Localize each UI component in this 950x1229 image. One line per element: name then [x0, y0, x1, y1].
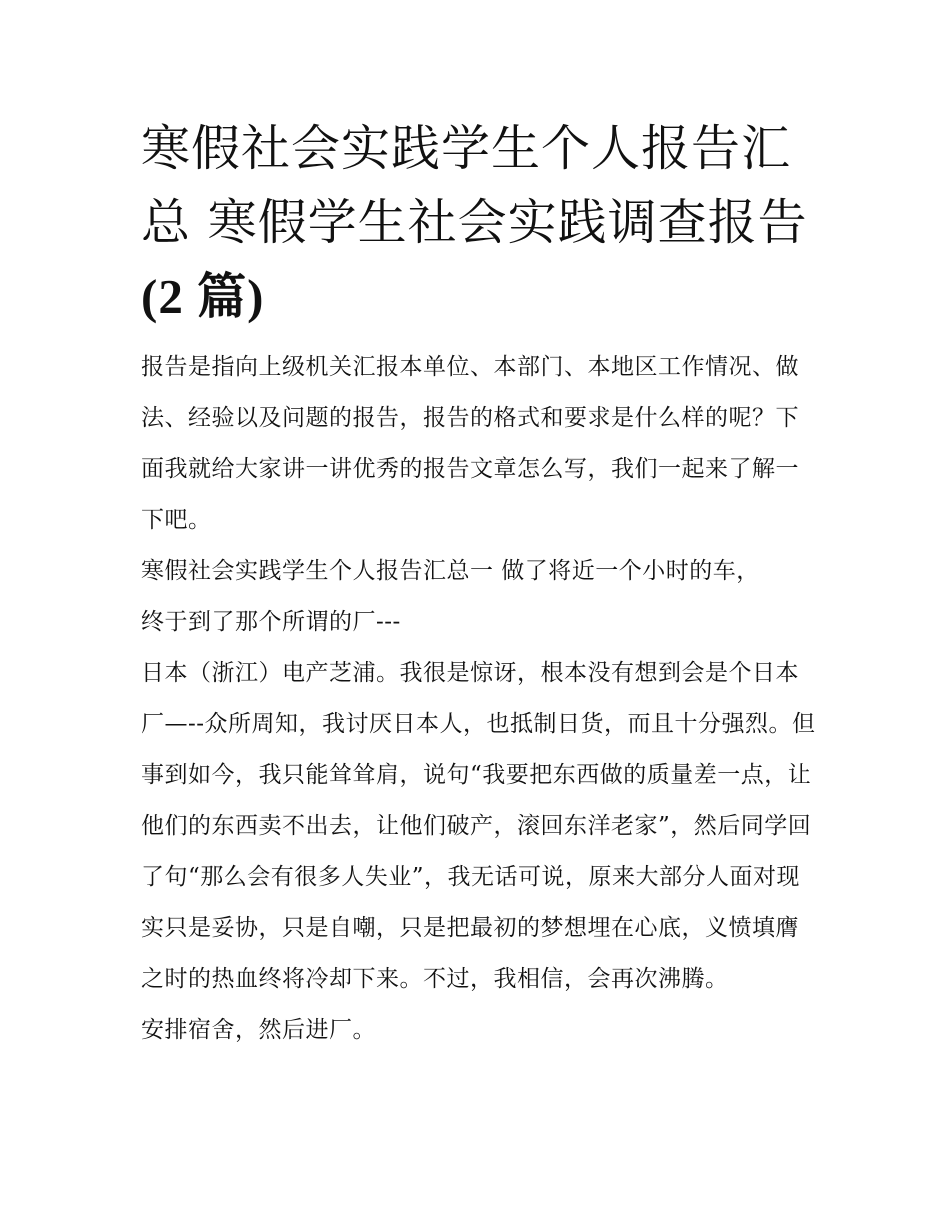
paragraph-arrival: 终于到了那个所谓的厂--- — [141, 609, 401, 635]
document-title — [141, 112, 821, 334]
document-body — [141, 342, 821, 1056]
document-page — [141, 112, 821, 1056]
paragraph-factory: 日本（浙江）电产芝浦。我很是惊讶，根本没有想到会是个日本厂—--众所周知，我讨厌日本人，也抵制日货，而且十分强烈。但事到如今，我只能耸耸肩，说句“我要把东西做的质量差一点，让他们的东西卖不出去，让他们破产，滚回东洋老家”，然后同学回了句“那么会有很多人失业”，我无话可说，原来大部分人面对现实只是妥协，只是自嘲，只是把最初的梦想埋在心底，义愤填膺之时的热血终将冷却下来。不过，我相信，会再次沸腾。 — [141, 660, 816, 992]
title-suffix: (2 篇) — [141, 269, 265, 324]
paragraph-dorm: 安排宿舍，然后进厂。 — [141, 1017, 376, 1043]
paragraph-section-heading: 寒假社会实践学生个人报告汇总一 做了将近一个小时的车， — [141, 558, 760, 584]
title-main: 寒假社会实践学生个人报告汇总 寒假学生社会实践调查报告 — [141, 120, 808, 251]
paragraph-intro: 报告是指向上级机关汇报本单位、本部门、本地区工作情况、做法、经验以及问题的报告，报告的格式和要求是什么样的呢？下面我就给大家讲一讲优秀的报告文章怎么写，我们一起来了解一下吧。 — [141, 354, 799, 533]
